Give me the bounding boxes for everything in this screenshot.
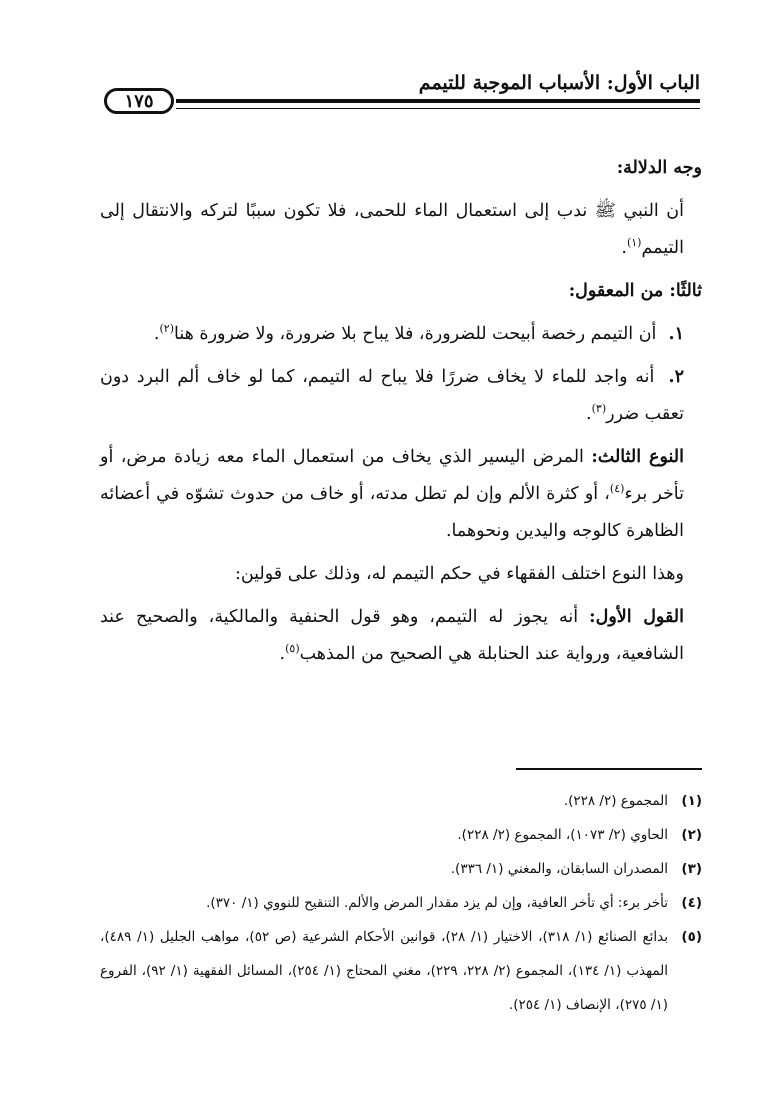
- list-item-1: [100, 316, 702, 353]
- page-number: ١٧٥: [104, 88, 174, 114]
- footnote-3: [100, 852, 702, 886]
- paragraph-dalala: [100, 193, 702, 267]
- footnote-3-text: المصدران السابقان، والمغني (١/ ٣٣٦).: [450, 861, 668, 877]
- footnote-5-number: (٥): [681, 929, 702, 945]
- main-text: [100, 150, 702, 679]
- footnote-ref-5[interactable]: (٥): [285, 642, 300, 656]
- footnote-ref-3[interactable]: (٣): [591, 402, 607, 416]
- paragraph-disagreement: وهذا النوع اختلف الفقهاء في حكم التيمم له، وذلك على قولين:: [234, 564, 684, 584]
- footnote-1: [100, 784, 702, 818]
- list-item-2-number: ٢.: [668, 367, 684, 387]
- footnote-5-text: بدائع الصنائع (١/ ٣١٨)، الاختيار (١/ ٢٨)، قوانين الأحكام الشرعية (ص ٥٢)، مواهب الجليل (١/ ٤٨٩)، المهذب (١/ ١٣٤)، المجموع (٢/ ٢٢٨، ٢٢٩)، مغني المحتاج (١/ ٢٥٤)، المسائل الفقهية (١/ ٩٢)، الفروع (١/ ٢٧٥)، الإنصاف (١/ ٢٥٤).: [100, 929, 669, 1013]
- section-heading-maqul: ثالثًا: من المعقول:: [568, 281, 702, 301]
- list-item-2-text: أنه واجد للماء لا يخاف ضررًا فلا يباح له التيمم، كما لو خاف ألم البرد دون تعقب ضرر: [100, 367, 684, 424]
- footnote-separator: [516, 768, 702, 770]
- list-item-2: [100, 359, 702, 433]
- list-item-1-end: .: [153, 324, 160, 344]
- footnote-3-number: (٣): [681, 861, 702, 877]
- footnote-2: [100, 818, 702, 852]
- paragraph-third-type: [100, 439, 702, 550]
- footnote-4-number: (٤): [681, 895, 702, 911]
- list-item-1-number: ١.: [668, 324, 684, 344]
- first-opinion-end: .: [279, 644, 286, 664]
- footnote-1-text: المجموع (٢/ ٢٢٨).: [563, 793, 668, 809]
- running-header: [104, 70, 700, 130]
- footnote-ref-1[interactable]: (١): [626, 236, 642, 250]
- first-opinion-lead: القول الأول:: [589, 607, 684, 627]
- footnote-2-number: (٢): [681, 827, 702, 843]
- footnote-4-text: تأخر برء: أي تأخر العافية، وإن لم يزد مقدار المرض والألم. التنقيح للنووي (١/ ٣٧٠).: [206, 895, 668, 911]
- footnote-ref-4[interactable]: (٤): [609, 482, 625, 496]
- section-heading-dalala: وجه الدلالة:: [616, 158, 702, 178]
- third-type-text-b: ، أو كثرة الألم وإن لم تطل مدته، أو خاف من حدوث تشوّه في أعضائه الظاهرة كالوجه واليدين ونحوهما.: [100, 484, 684, 541]
- footnote-ref-2[interactable]: (٢): [159, 322, 174, 336]
- footnote-4: [100, 886, 702, 920]
- third-type-text-a: المرض اليسير الذي يخاف من استعمال الماء معه زيادة مرض، أو تأخر برء: [100, 447, 684, 504]
- list-item-1-text: أن التيمم رخصة أبيحت للضرورة، فلا يباح بلا ضرورة، ولا ضرورة هنا: [174, 324, 657, 344]
- paragraph-first-opinion: [100, 599, 702, 673]
- first-opinion-text: أنه يجوز له التيمم، وهو قول الحنفية والمالكية، والصحيح عند الشافعية، ورواية عند الحنابلة هي الصحيح من المذهب: [100, 607, 684, 664]
- paragraph-dalala-end: .: [621, 238, 627, 258]
- footnote-2-text: الحاوي (٢/ ١٠٧٣)، المجموع (٢/ ٢٢٨).: [457, 827, 668, 843]
- footnote-5: [100, 920, 702, 1022]
- list-item-2-end: .: [586, 404, 592, 424]
- third-type-lead: النوع الثالث:: [591, 447, 684, 467]
- paragraph-dalala-text: أن النبي ﷺ ندب إلى استعمال الماء للحمى، فلا تكون سببًا لتركه والانتقال إلى التيمم: [100, 201, 684, 258]
- chapter-title: الباب الأول: الأسباب الموجبة للتيمم: [418, 72, 700, 94]
- footnote-1-number: (١): [681, 793, 702, 809]
- header-rule: [176, 99, 700, 107]
- footnotes: [100, 784, 702, 1022]
